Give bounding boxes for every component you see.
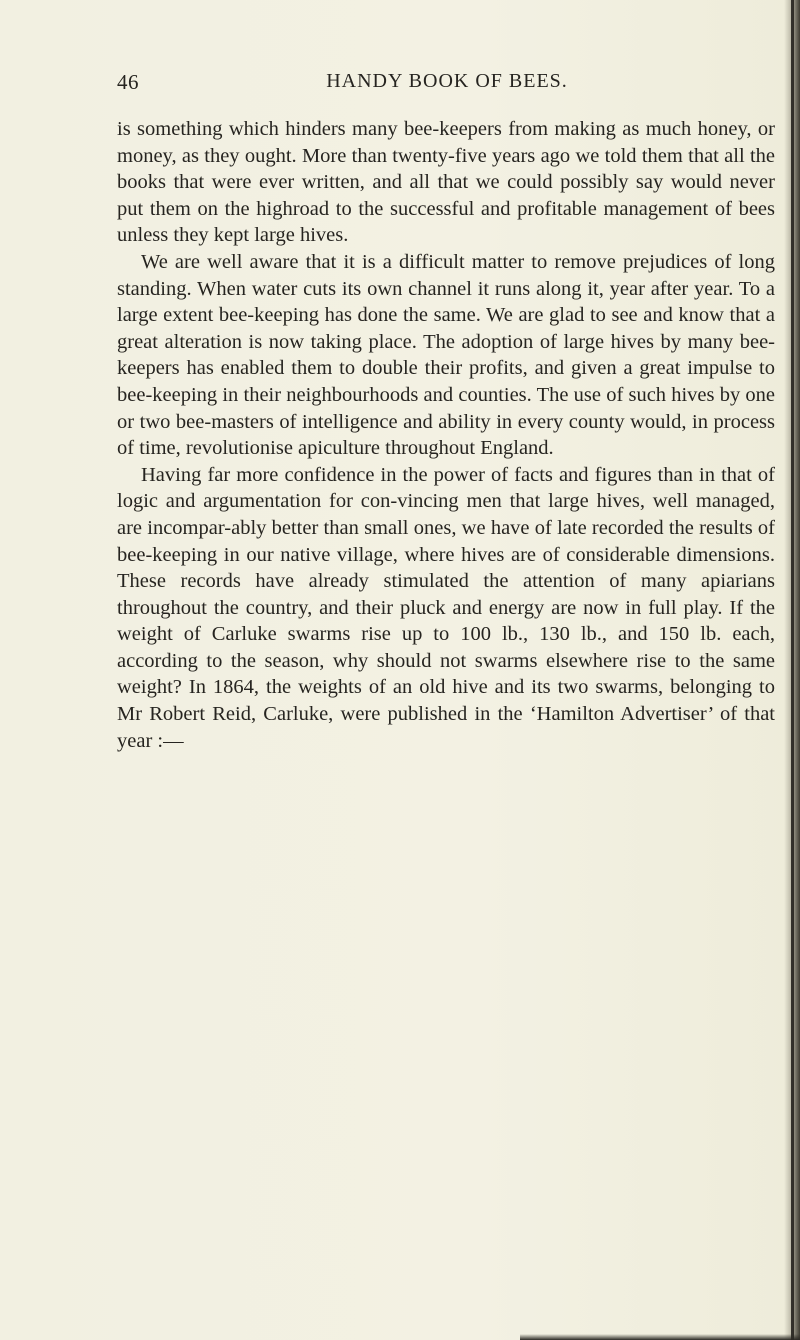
paragraph-facts-and-figures: Having far more confidence in the power of facts and figures than in that of logic and argumentation for con-vincing men that large hives, well managed, are incompar-ably better than small ones, we have of late recorded the results of bee-keeping in our native village, where hives are of considerable dimensions. These records have already stimulated the attention of many apiarians throughout the country, and their pluck and energy are now in full play. If the weight of Carluke swarms rise up to 100 lb., 130 lb., and 150 lb. each, according to the season, why should not swarms elsewhere rise to the same weight? In 1864, the weights of an old hive and its two swarms, belonging to Mr Robert Reid, Carluke, were published in the ‘Hamilton Advertiser’ of that year :— bbox=[117, 463, 775, 752]
page-number: 46 bbox=[117, 70, 139, 94]
running-head: HANDY BOOK OF BEES. bbox=[326, 70, 568, 92]
paragraph-prejudices: We are well aware that it is a difficult matter to remove prejudices of long standing. When water cuts its own channel it runs along it, year after year. To a large extent bee-keeping has done the same. We are glad to see and know that a great alteration is now taking place. The adoption of large hives by many bee-keepers has enabled them to double their profits, and given a great impulse to bee-keeping in their neighbourhoods and counties. The use of such hives by one or two bee-masters of intelligence and ability in every county would, in process of time, revolutionise apiculture throughout England. bbox=[117, 250, 775, 460]
page-bottom-shadow bbox=[520, 1334, 800, 1340]
page-body bbox=[117, 116, 775, 754]
page-header bbox=[117, 70, 777, 100]
paragraph-continuation: is something which hinders many bee-keepers from making as much honey, or money, as they ought. More than twenty-five years ago we told them that all the books that were ever written, and all that we could possibly say would never put them on the highroad to the successful and profitable management of bees unless they kept large hives. bbox=[117, 118, 775, 247]
binding-edge bbox=[791, 0, 794, 1340]
